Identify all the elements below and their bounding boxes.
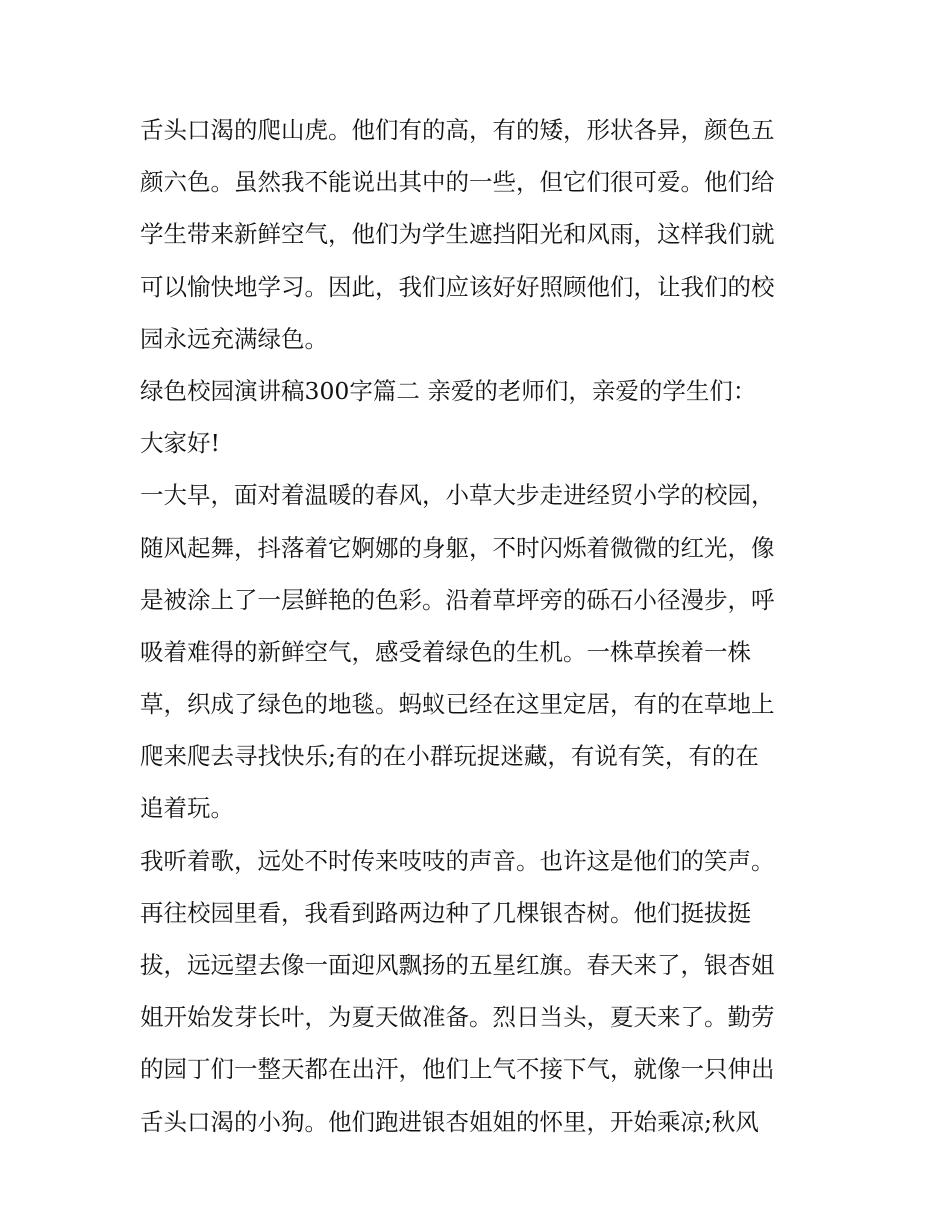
text-line: 我听着歌，远处不时传来吱吱的声音。也许这是他们的笑声。	[140, 846, 775, 875]
text-line: 舌头口渴的小狗。他们跑进银杏姐姐的怀里，开始乘凉;秋风	[140, 1107, 759, 1136]
text-line: 再往校园里看，我看到路两边种了几棵银杏树。他们挺拔挺	[140, 898, 751, 927]
document-body	[140, 104, 820, 1148]
text-line: 追着玩。	[140, 794, 234, 823]
text-line: 园永远充满绿色。	[140, 324, 328, 353]
text-line: 的园丁们一整天都在出汗，他们上气不接下气，就像一只伸出	[140, 1055, 775, 1084]
text-line: 是被涂上了一层鲜艳的色彩。沿着草坪旁的砾石小径漫步，呼	[140, 585, 775, 614]
text-line: 草，织成了绿色的地毯。蚂蚁已经在这里定居，有的在草地上	[140, 690, 775, 719]
text-line: 姐开始发芽长叶，为夏天做准备。烈日当头，夏天来了。勤劳	[140, 1003, 775, 1032]
text-line: 拔，远远望去像一面迎风飘扬的五星红旗。春天来了，银杏姐	[140, 951, 775, 979]
text-line: 一大早，面对着温暖的春风，小草大步走进经贸小学的校园，	[140, 481, 775, 510]
text-line: 爬来爬去寻找快乐;有的在小群玩捉迷藏，有说有笑，有的在	[140, 742, 759, 771]
text-line: 可以愉快地学习。因此，我们应该好好照顾他们，让我们的校	[140, 272, 775, 301]
section-heading-line: 绿色校园演讲稿300字篇二 亲爱的老师们，亲爱的学生们：	[140, 376, 757, 405]
text-line: 颜六色。虽然我不能说出其中的一些，但它们很可爱。他们给	[140, 168, 775, 197]
text-line: 吸着难得的新鲜空气，感受着绿色的生机。一株草挨着一株	[140, 637, 751, 666]
text-line: 舌头口渴的爬山虎。他们有的高，有的矮，形状各异，颜色五	[140, 116, 775, 144]
text-line: 学生带来新鲜空气，他们为学生遮挡阳光和风雨，这样我们就	[140, 220, 775, 249]
text-line: 随风起舞，抖落着它婀娜的身躯，不时闪烁着微微的红光，像	[140, 533, 775, 562]
greeting-line: 大家好!	[140, 429, 220, 458]
